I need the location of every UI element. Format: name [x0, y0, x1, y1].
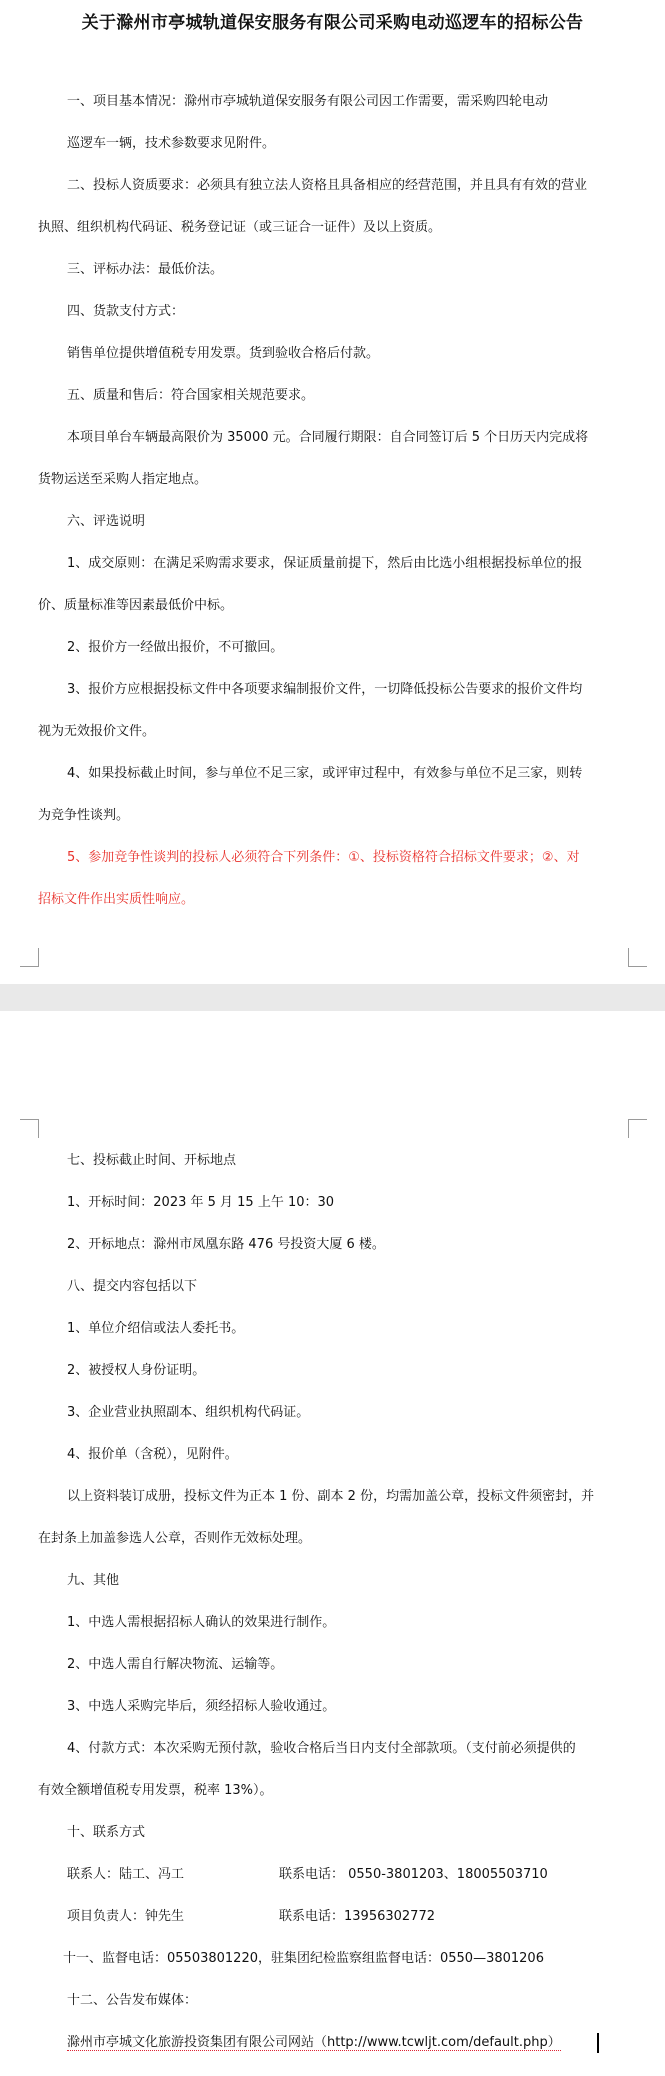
- publication-website-link[interactable]: [67, 2034, 561, 2052]
- submit-item-1: 1、单位介绍信或法人委托书。: [67, 1321, 245, 1336]
- section-4-heading: 四、货款支付方式：: [67, 304, 185, 319]
- section-3-line: 三、评标办法：最低价法。: [67, 262, 224, 277]
- section-8-heading: 八、提交内容包括以下: [67, 1279, 198, 1294]
- project-manager: 项目负责人：钟先生: [67, 1909, 185, 1924]
- payment-line-2: 有效全额增值税专用发票，税率 13%）。: [38, 1783, 273, 1798]
- submit-item-3: 3、企业营业执照副本、组织机构代码证。: [67, 1405, 310, 1420]
- margin-corner-mark: [20, 1119, 39, 1138]
- margin-corner-mark: [628, 1119, 647, 1138]
- rule-5-line-2: 招标文件作出实质性响应。: [38, 892, 195, 907]
- binding-note-line-2: 在封条上加盖参选人公章，否则作无效标处理。: [38, 1531, 312, 1546]
- rule-4-line-1: 4、如果投标截止时间，参与单位不足三家，或评审过程中，有效参与单位不足三家，则转: [67, 766, 583, 781]
- other-item-3: 3、中选人采购完毕后，须经招标人验收通过。: [67, 1699, 336, 1714]
- publication-website-text: 滁州市亭城文化旅游投资集团有限公司网站（http://www.tcwljt.com/default.php）: [67, 2035, 561, 2050]
- section-6-heading: 六、评选说明: [67, 514, 146, 529]
- other-item-2: 2、中选人需自行解决物流、运输等。: [67, 1657, 284, 1672]
- other-item-1: 1、中选人需根据招标人确认的效果进行制作。: [67, 1615, 336, 1630]
- section-5-line: 五、质量和售后：符合国家相关规范要求。: [67, 388, 315, 403]
- price-limit-line-2: 货物运送至采购人指定地点。: [38, 472, 208, 487]
- submit-item-2: 2、被授权人身份证明。: [67, 1363, 206, 1378]
- document-title: 关于滁州市亭城轨道保安服务有限公司采购电动巡逻车的招标公告: [81, 13, 584, 33]
- rule-3-line-1: 3、报价方应根据投标文件中各项要求编制报价文件，一切降低投标公告要求的报价文件均: [67, 682, 583, 697]
- section-12-heading: 十二、公告发布媒体：: [67, 1993, 198, 2008]
- section-4-line: 销售单位提供增值税专用发票。货到验收合格后付款。: [67, 346, 380, 361]
- contact-persons: 联系人：陆工、冯工: [67, 1867, 185, 1882]
- margin-corner-mark: [628, 948, 647, 967]
- section-1-line-1: 一、项目基本情况：滁州市亭城轨道保安服务有限公司因工作需要，需采购四轮电动: [67, 94, 549, 109]
- text-cursor: [597, 2033, 599, 2053]
- section-7-heading: 七、投标截止时间、开标地点: [67, 1153, 237, 1168]
- bid-opening-place: 2、开标地点：滁州市凤凰东路 476 号投资大厦 6 楼。: [67, 1237, 385, 1252]
- payment-line-1: 4、付款方式：本次采购无预付款，验收合格后当日内支付全部款项。（支付前必须提供的: [67, 1741, 576, 1756]
- document-page-1: [0, 0, 665, 984]
- section-2-line-2: 执照、组织机构代码证、税务登记证（或三证合一证件）及以上资质。: [38, 220, 442, 235]
- section-1-line-2: 巡逻车一辆，技术参数要求见附件。: [67, 136, 276, 151]
- margin-corner-mark: [20, 948, 39, 967]
- rule-5-line-1: 5、参加竞争性谈判的投标人必须符合下列条件：①、投标资格符合招标文件要求；②、对: [67, 850, 580, 865]
- contact-phones: 联系电话： 0550-3801203、18005503710: [279, 1867, 548, 1882]
- section-10-heading: 十、联系方式: [67, 1825, 146, 1840]
- supervision-phone: 十一、监督电话：05503801220，驻集团纪检监察组监督电话：0550—3801206: [63, 1951, 544, 1966]
- submit-item-4: 4、报价单（含税），见附件。: [67, 1447, 238, 1462]
- rule-3-line-2: 视为无效报价文件。: [38, 724, 156, 739]
- bid-opening-time: 1、开标时间：2023 年 5 月 15 上午 10：30: [67, 1195, 335, 1210]
- price-limit-line-1: 本项目单台车辆最高限价为 35000 元。合同履行期限：自合同签订后 5 个日历天内完成将: [67, 430, 589, 445]
- rule-1-line-1: 1、成交原则：在满足采购需求要求，保证质量前提下，然后由比选小组根据投标单位的报: [67, 556, 583, 571]
- page-gap: [0, 984, 665, 1011]
- binding-note-line-1: 以上资料装订成册，投标文件为正本 1 份、副本 2 份，均需加盖公章，投标文件须密封，并: [67, 1489, 595, 1504]
- rule-2-line: 2、报价方一经做出报价，不可撤回。: [67, 640, 284, 655]
- section-9-heading: 九、其他: [67, 1573, 120, 1588]
- rule-1-line-2: 价、质量标准等因素最低价中标。: [38, 598, 234, 613]
- project-manager-phone: 联系电话：13956302772: [279, 1909, 435, 1924]
- section-2-line-1: 二、投标人资质要求：必须具有独立法人资格且具备相应的经营范围，并且具有有效的营业: [67, 178, 588, 193]
- rule-4-line-2: 为竞争性谈判。: [38, 808, 130, 823]
